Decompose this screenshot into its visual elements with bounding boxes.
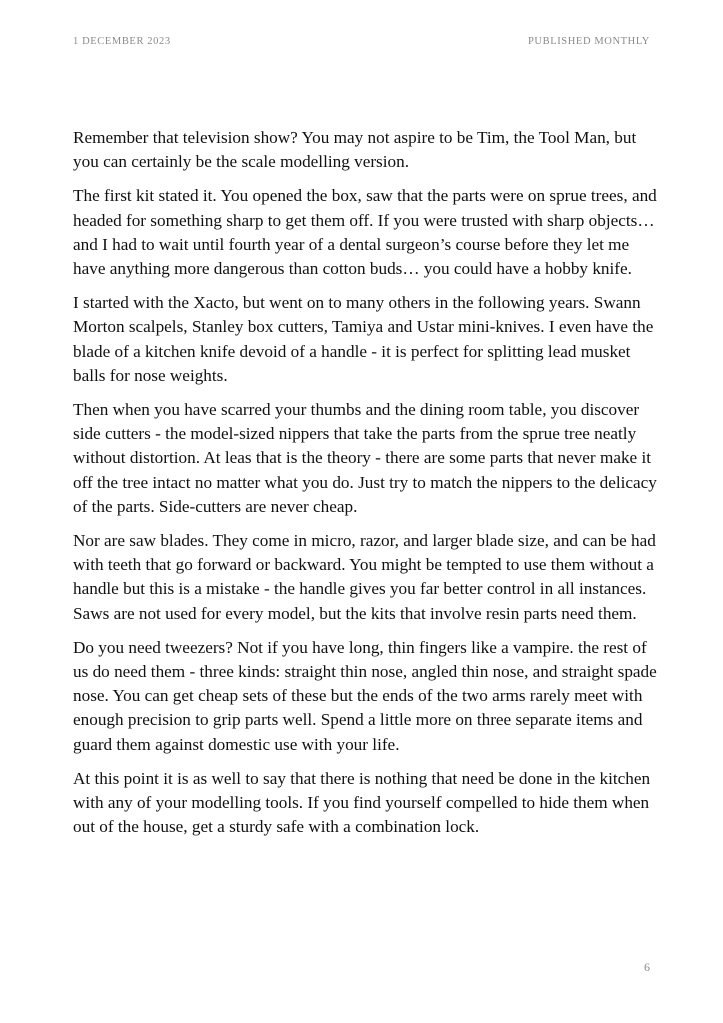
paragraph-6: Do you need tweezers? Not if you have long, thin fingers like a vampire. the rest of us do need them - three kinds: straight thin nose, angled thin nose, and straight spade nose. You can get cheap sets of these but the ends of the two arms rarely meet with enough precision to grip parts well. Spend a little more on three separate items and guard them against domestic use with your life. <box>73 637 657 754</box>
paragraph-1: Remember that television show? You may not aspire to be Tim, the Tool Man, but you can certainly be the scale modelling version. <box>73 128 637 172</box>
article-body <box>73 126 658 849</box>
paragraph-5: Nor are saw blades. They come in micro, razor, and larger blade size, and can be had with teeth that go forward or backward. You might be tempted to use them without a handle but this is a mistake - the handle gives you far better control in all instances. Saws are not used for every model, but the kits that involve resin parts need them. <box>73 531 656 623</box>
paragraph-2: The first kit stated it. You opened the box, saw that the parts were on sprue trees, and headed for something sharp to get them off. If you were trusted with sharp objects…and I had to wait until fourth year of a dental surgeon’s course before they let me have anything more dangerous than cotton buds… you could have a hobby knife. <box>73 186 657 279</box>
paragraph-3: I started with the Xacto, but went on to many others in the following years. Swann Morton scalpels, Stanley box cutters, Tamiya and Ustar mini-knives. I even have the blade of a kitchen knife devoid of a handle - it is perfect for splitting lead musket balls for nose weights. <box>73 293 654 385</box>
issue-date: 1 DECEMBER 2023 <box>73 36 171 47</box>
publication-frequency: PUBLISHED MONTHLY <box>527 36 650 47</box>
page-number: 6 <box>644 960 650 974</box>
paragraph-4: Then when you have scarred your thumbs and the dining room table, you discover side cutters - the model-sized nippers that take the parts from the sprue tree neatly without distortion. At leas that is the theory - there are some parts that never make it off the tree intact no matter what you do. Just try to match the nippers to the delicacy of the parts. Side-cutters are never cheap. <box>73 400 657 516</box>
page-header <box>73 36 650 52</box>
paragraph-7: At this point it is as well to say that there is nothing that need be done in the kitchen with any of your modelling tools. If you find yourself compelled to hide them when out of the house, get a sturdy safe with a combination lock. <box>73 768 651 837</box>
